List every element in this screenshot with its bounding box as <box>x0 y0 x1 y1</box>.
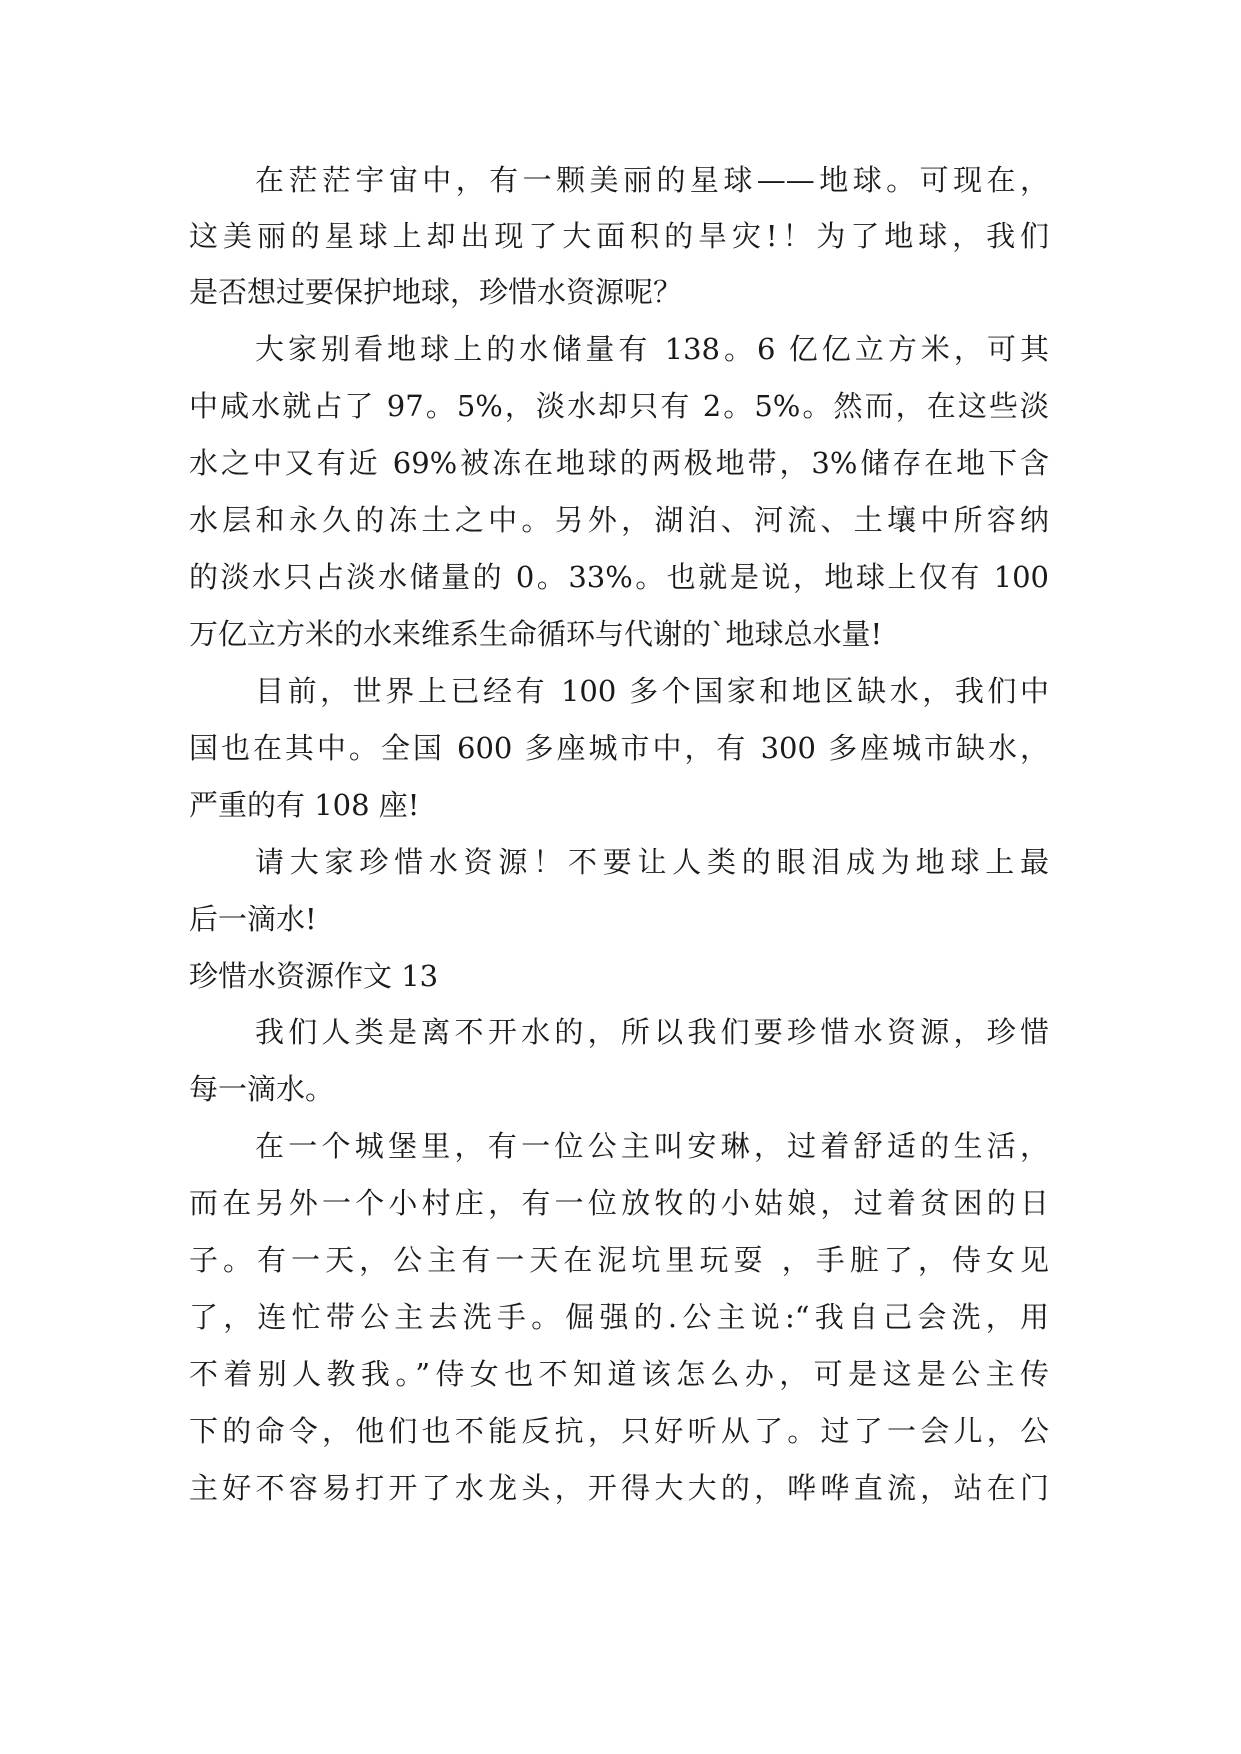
paragraph-1-line-3: 是否想过要保护地球，珍惜水资源呢？ <box>189 275 683 309</box>
paragraph-4-line-1: 请大家珍惜水资源！不要让人类的眼泪成为地球上最 <box>255 845 1049 879</box>
paragraph-6-line-1: 在一个城堡里，有一位公主叫安琳，过着舒适的生活， <box>255 1129 1049 1163</box>
paragraph-2-line-4: 水层和永久的冻土之中。另外，湖泊、河流、土壤中所容纳 <box>189 503 1049 537</box>
paragraph-2-line-3: 水之中又有近 69%被冻在地球的两极地带，3%储存在地下含 <box>189 446 1049 480</box>
paragraph-5-line-2: 每一滴水。 <box>189 1072 335 1106</box>
paragraph-3-line-3: 严重的有 108 座! <box>189 788 420 822</box>
paragraph-6-line-6: 下的命令，他们也不能反抗，只好听从了。过了一会儿，公 <box>189 1414 1049 1448</box>
paragraph-6-line-3: 子。有一天，公主有一天在泥坑里玩耍 ，手脏了，侍女见 <box>189 1243 1049 1277</box>
paragraph-5-line-1: 我们人类是离不开水的，所以我们要珍惜水资源，珍惜 <box>255 1015 1049 1049</box>
paragraph-2-line-6: 万亿立方米的水来维系生命循环与代谢的`地球总水量! <box>189 617 883 651</box>
paragraph-3-line-2: 国也在其中。全国 600 多座城市中，有 300 多座城市缺水， <box>189 731 1049 765</box>
paragraph-2-line-1: 大家别看地球上的水储量有 138。6 亿亿立方米，可其 <box>255 332 1049 366</box>
paragraph-6-line-7: 主好不容易打开了水龙头，开得大大的，哗哗直流，站在门 <box>189 1471 1049 1505</box>
paragraph-6-line-5: 不着别人教我。”侍女也不知道该怎么办，可是这是公主传 <box>189 1357 1049 1391</box>
paragraph-2-line-2: 中咸水就占了 97。5%，淡水却只有 2。5%。然而，在这些淡 <box>189 389 1049 423</box>
paragraph-6-line-2: 而在另外一个小村庄，有一位放牧的小姑娘，过着贫困的日 <box>189 1186 1049 1220</box>
paragraph-1-line-1: 在茫茫宇宙中，有一颗美丽的星球——地球。可现在， <box>255 163 1049 197</box>
paragraph-3-line-1: 目前，世界上已经有 100 多个国家和地区缺水，我们中 <box>255 674 1049 708</box>
paragraph-2-line-5: 的淡水只占淡水储量的 0。33%。也就是说，地球上仅有 100 <box>189 560 1049 594</box>
section-heading: 珍惜水资源作文 13 <box>189 959 439 993</box>
paragraph-4-line-2: 后一滴水! <box>189 902 317 936</box>
paragraph-6-line-4: 了，连忙带公主去洗手。倔强的.公主说:“我自己会洗，用 <box>189 1300 1049 1334</box>
paragraph-1-line-2: 这美丽的星球上却出现了大面积的旱灾!！为了地球，我们 <box>189 219 1049 253</box>
